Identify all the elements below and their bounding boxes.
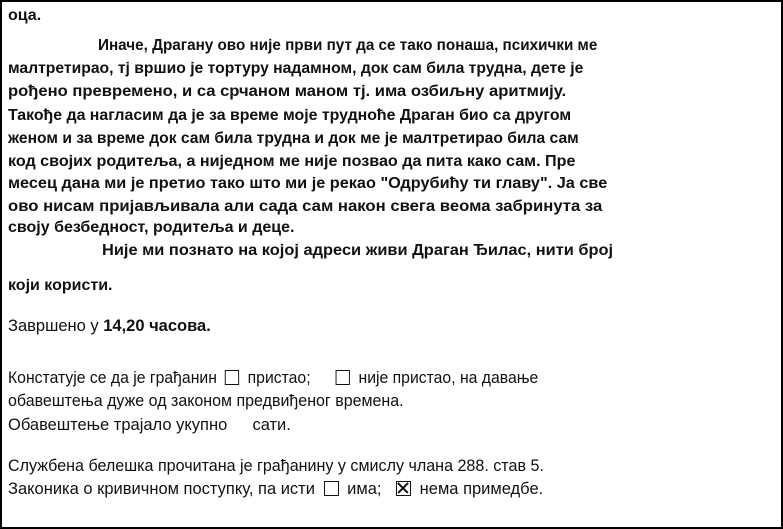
consent-text: Констатује се да је грађанин bbox=[8, 369, 217, 387]
text-line: оца. bbox=[8, 7, 42, 24]
not-agreed-checkbox[interactable] bbox=[336, 370, 350, 385]
duration-label: Обавештење трајало укупно bbox=[8, 416, 228, 434]
text-line: Није ми познато на којој адреси живи Драган Ђилас, нити број bbox=[102, 242, 614, 259]
text-line: женом и за време док сам била трудна и док ме је малтретирао била сам bbox=[8, 130, 579, 147]
text-line: обавештења дуже од законом предвиђеног времена. bbox=[8, 392, 404, 410]
duration-line bbox=[8, 415, 291, 435]
finished-line bbox=[8, 316, 211, 336]
remarks-text: Законика о кривичном поступку, па исти bbox=[8, 480, 315, 498]
text-line: Иначе, Драгану ово није први пут да се тако понаша, психички ме bbox=[98, 37, 598, 54]
text-line: код својих родитеља, а ниједном ме није позвао да пита како сам. Пре bbox=[8, 153, 576, 170]
finished-label: Завршено у bbox=[8, 317, 99, 335]
agreed-label: пристао; bbox=[247, 369, 311, 387]
no-remarks-label: нема примедбе. bbox=[419, 480, 544, 498]
consent-line bbox=[8, 368, 538, 388]
text-line: малтретирао, тј вршио је тортуру надамном, док сам била трудна, дете је bbox=[8, 60, 584, 77]
text-line: који користи. bbox=[8, 277, 113, 294]
not-agreed-label: није пристао, на давање bbox=[358, 369, 539, 387]
no-remarks-checkbox[interactable] bbox=[396, 481, 411, 496]
finished-time: 14,20 часова. bbox=[103, 317, 211, 335]
text-line: Службена белешка прочитана је грађанину у смислу члана 288. став 5. bbox=[8, 457, 544, 475]
has-remarks-label: има; bbox=[347, 480, 382, 498]
agreed-checkbox[interactable] bbox=[225, 370, 239, 385]
duration-unit: сати. bbox=[252, 416, 291, 434]
has-remarks-checkbox[interactable] bbox=[324, 481, 339, 496]
text-line: месец дана ми је претио тако што ми је рекао "Одрубићу ти главу". Ја све bbox=[8, 175, 608, 192]
remarks-line bbox=[8, 479, 543, 499]
text-line: Такође да нагласим да је за време моје трудноће Драган био са другом bbox=[8, 107, 572, 124]
text-line: своју безбедност, родитеља и деце. bbox=[8, 219, 295, 236]
text-line: ово нисам пријављивала али сада сам након свега веома забринута за bbox=[8, 198, 603, 215]
text-line: рођено превремено, и са срчаном маном тј. има озбиљну аритмију. bbox=[8, 83, 567, 100]
